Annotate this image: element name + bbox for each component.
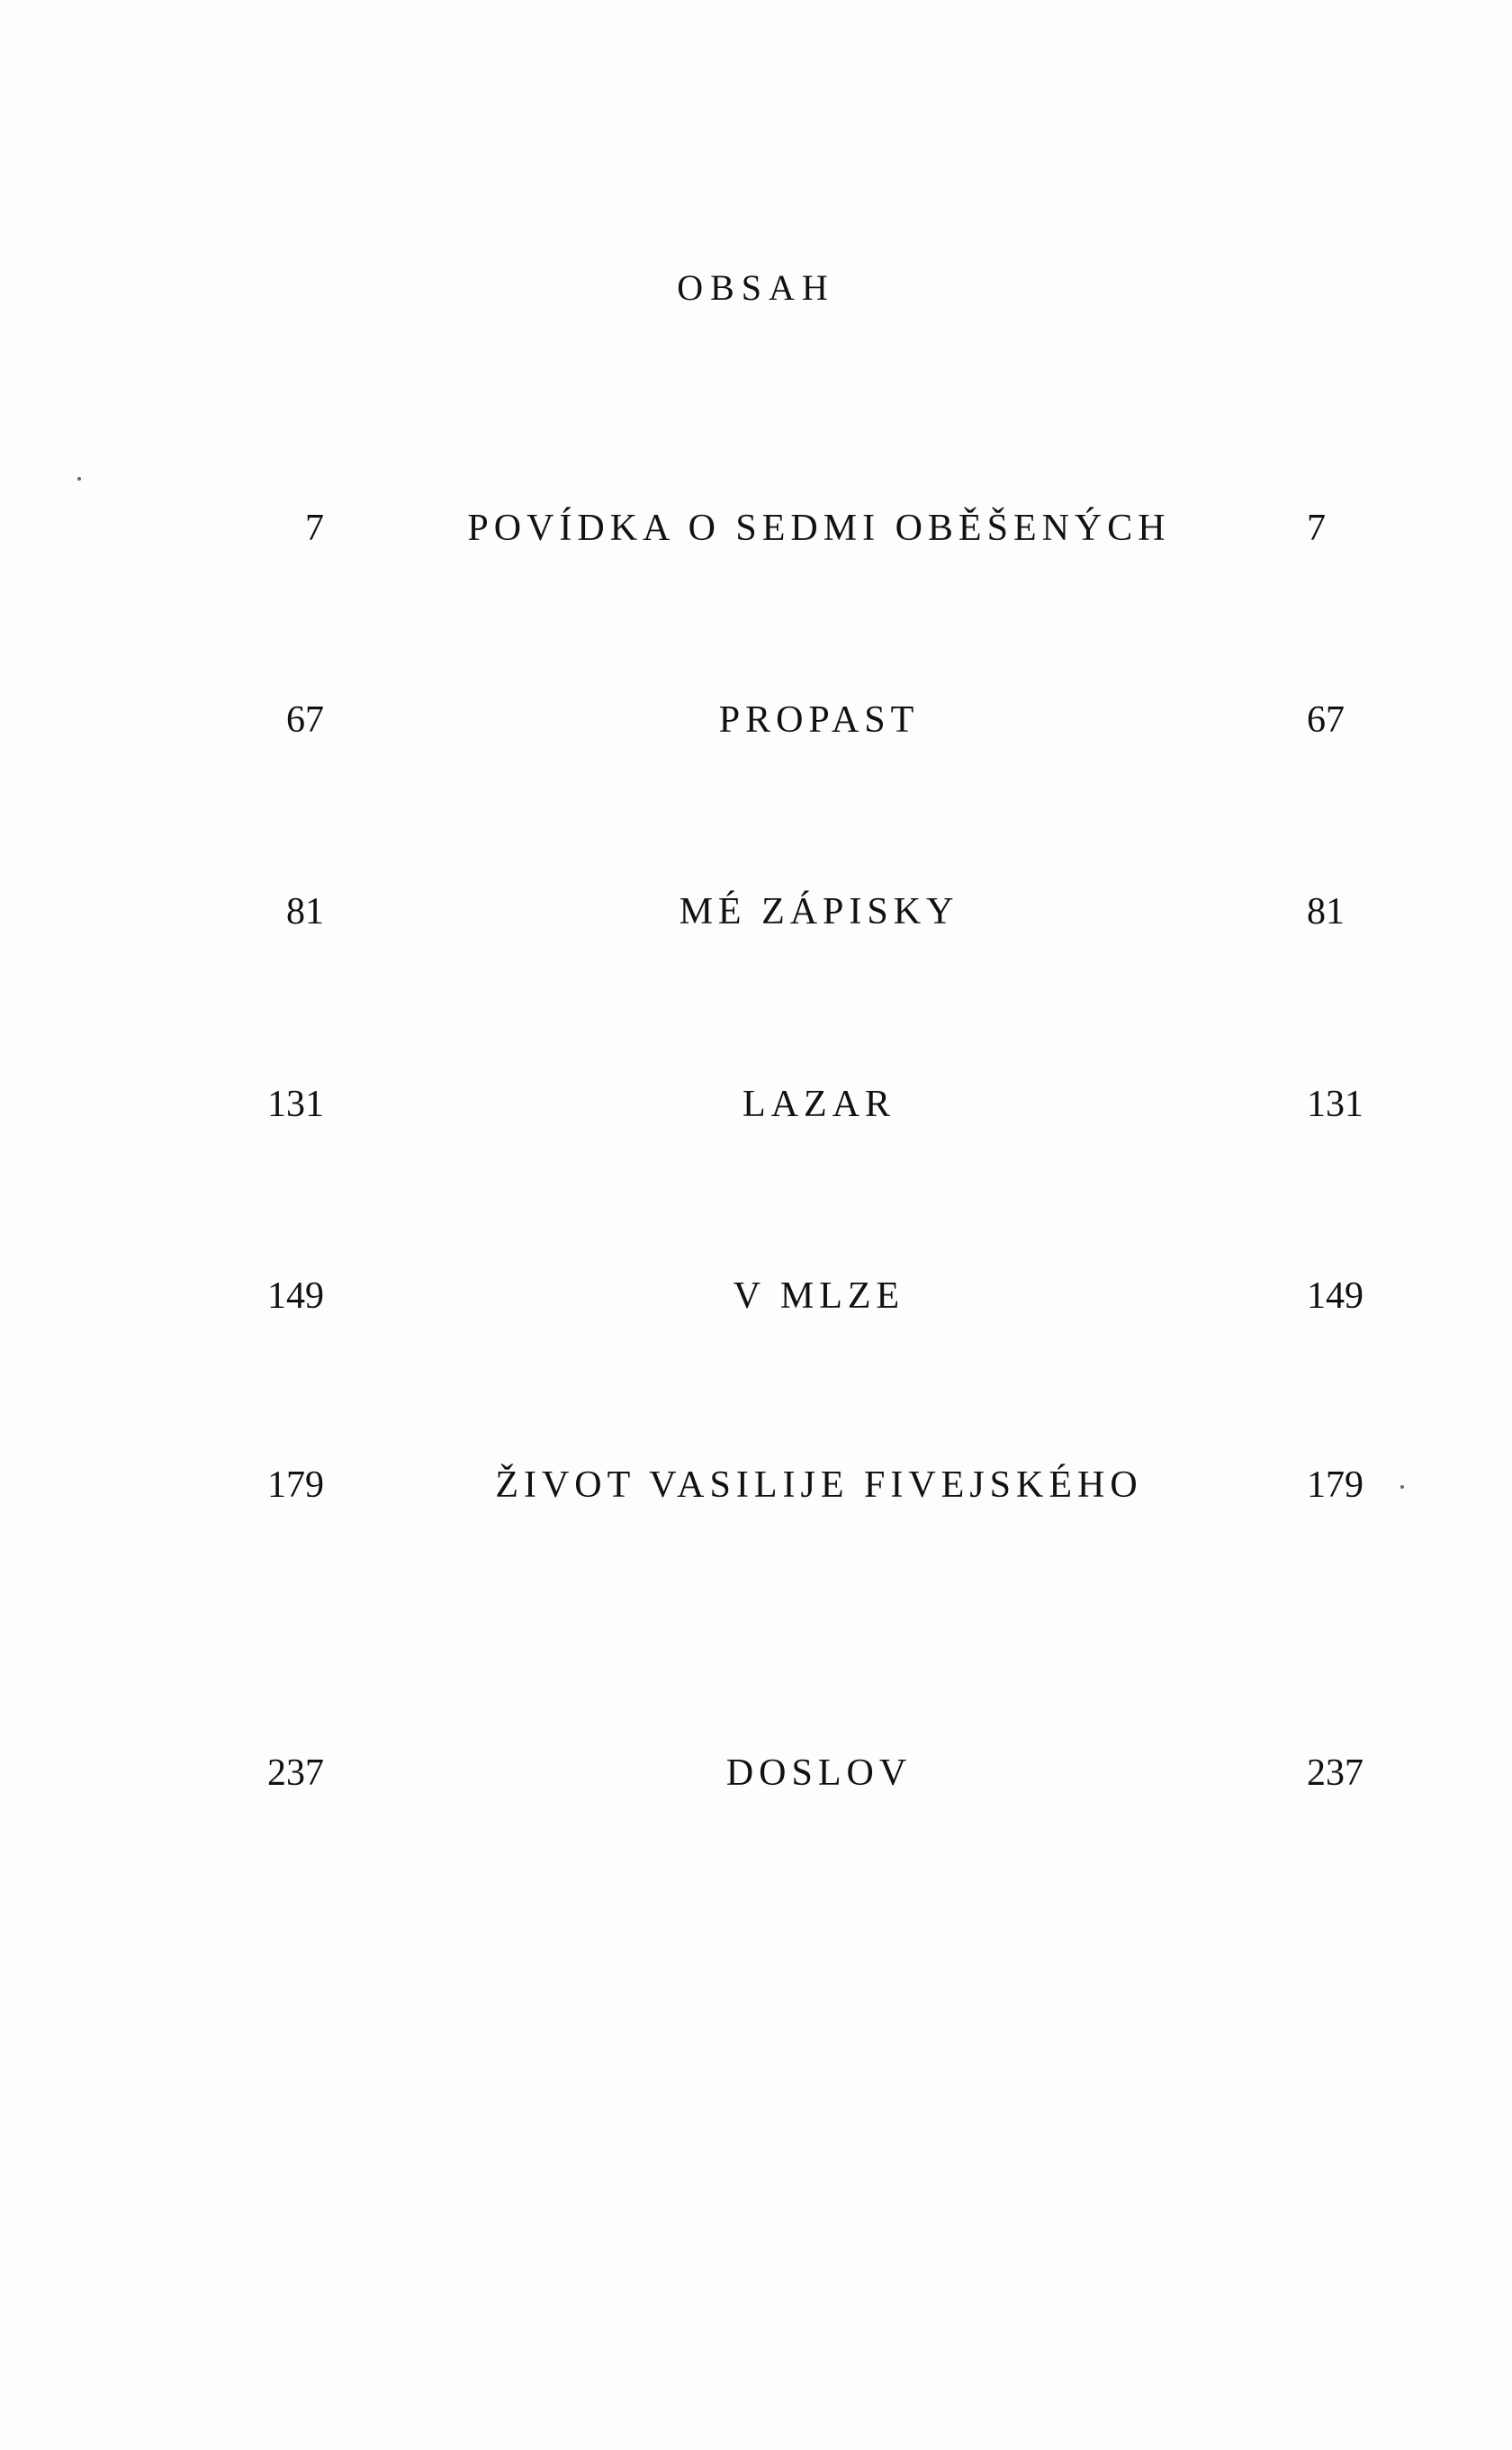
page-number-right: 179 bbox=[1307, 1464, 1364, 1506]
print-speck bbox=[1400, 1485, 1404, 1489]
toc-entry bbox=[0, 1454, 1512, 1517]
toc-entry bbox=[0, 497, 1512, 560]
page-number-right: 67 bbox=[1307, 699, 1345, 741]
toc-entry-title: V MLZE bbox=[733, 1275, 905, 1317]
toc-entry bbox=[0, 1073, 1512, 1136]
toc-entry-title: ŽIVOT VASILIJE FIVEJSKÉHO bbox=[495, 1464, 1143, 1506]
page-number-left: 179 bbox=[267, 1464, 324, 1506]
toc-entry bbox=[0, 1742, 1512, 1805]
page-number-right: 7 bbox=[1307, 508, 1326, 549]
page-number-left: 237 bbox=[267, 1752, 324, 1794]
toc-entry bbox=[0, 1265, 1512, 1328]
toc-entry-title: DOSLOV bbox=[725, 1752, 913, 1794]
page-number-right: 149 bbox=[1307, 1275, 1364, 1317]
page-number-left: 67 bbox=[286, 699, 324, 741]
toc-entry-title: MÉ ZÁPISKY bbox=[679, 891, 959, 932]
toc-entry-title: LAZAR bbox=[742, 1084, 896, 1125]
toc-entry-title: POVÍDKA O SEDMI OBĚŠENÝCH bbox=[467, 508, 1171, 549]
page-number-left: 81 bbox=[286, 891, 324, 932]
toc-entry-title: PROPAST bbox=[718, 699, 920, 741]
page-number-left: 149 bbox=[267, 1275, 324, 1317]
page-number-right: 237 bbox=[1307, 1752, 1364, 1794]
page-number-left: 7 bbox=[305, 508, 324, 549]
page-title: OBSAH bbox=[677, 267, 835, 308]
page-number-right: 131 bbox=[1307, 1084, 1364, 1125]
toc-entry bbox=[0, 880, 1512, 943]
print-speck bbox=[77, 477, 81, 481]
toc-entry bbox=[0, 689, 1512, 752]
page-number-right: 81 bbox=[1307, 891, 1345, 932]
page-number-left: 131 bbox=[267, 1084, 324, 1125]
